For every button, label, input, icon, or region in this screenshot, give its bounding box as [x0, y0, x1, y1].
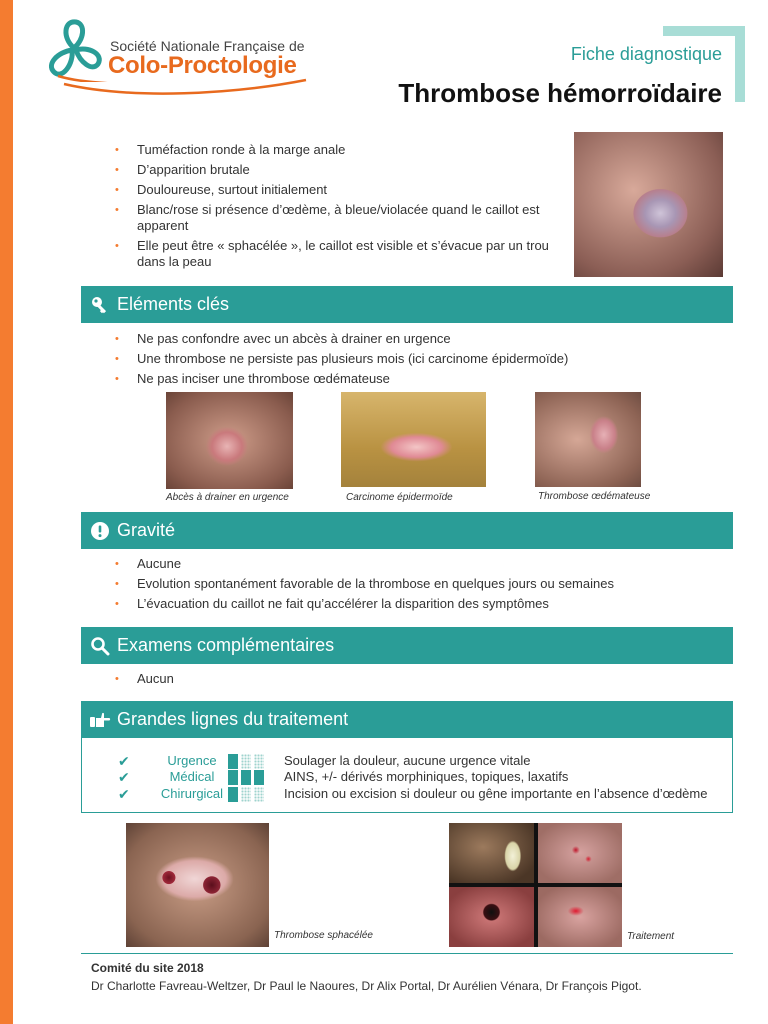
photo-caption: Traitement [627, 931, 675, 942]
list-item: • Une thrombose ne persiste pas plusieurs mois (ici carcinome épidermoïde) [115, 351, 569, 366]
list-item: • Blanc/rose si présence d’œdème, à bleue/violacée quand le caillot est apparent [115, 202, 540, 233]
list-item: • Aucune [115, 556, 182, 571]
list-item: • Aucun [115, 671, 174, 686]
list-item: • Douloureuse, surtout initialement [115, 182, 328, 197]
clinical-photo-thrombose-oedemateuse [535, 392, 641, 487]
level-indicator [228, 787, 266, 802]
photo-caption: Thrombose œdémateuse [538, 491, 651, 502]
clinical-photo-thrombose [574, 132, 723, 277]
clinical-photo-carcinome [341, 392, 486, 487]
gravite-bullet-list [113, 556, 713, 616]
treatment-description: Soulager la douleur, aucune urgence vitale [284, 753, 531, 768]
level-block [241, 754, 251, 769]
photo-caption: Abcès à drainer en urgence [166, 492, 289, 503]
photo-caption: Thrombose sphacélée [274, 930, 373, 941]
treatment-category: Médical [169, 769, 215, 784]
footer-title: Comité du site 2018 [91, 961, 204, 975]
level-block [241, 787, 251, 802]
treatment-table [81, 738, 733, 813]
treatment-description: AINS, +/- dérivés morphiniques, topiques, laxatifs [284, 769, 569, 784]
footer-authors: Dr Charlotte Favreau-Weltzer, Dr Paul le Naoures, Dr Alix Portal, Dr Aurélien Vénara, Dr François Pigot. [91, 979, 642, 993]
section-title: Grandes lignes du traitement [117, 709, 349, 729]
level-indicator [228, 754, 266, 769]
list-item: • Elle peut être « sphacélée », le caillot est visible et s’évacue par un trou dans la peau [115, 238, 549, 269]
checkmark-icon: ✔ [118, 753, 130, 769]
checkmark-icon: ✔ [118, 786, 130, 802]
level-block [228, 787, 238, 802]
list-item: • Ne pas confondre avec un abcès à drainer en urgence [115, 331, 451, 346]
level-block [254, 787, 264, 802]
checkmark-icon: ✔ [118, 769, 130, 785]
hand-pointing-icon [89, 709, 111, 731]
level-block [228, 770, 238, 785]
treatment-category: Urgence [167, 753, 217, 768]
treatment-row [82, 769, 732, 786]
level-block [254, 754, 264, 769]
photo-caption: Carcinome épidermoïde [346, 492, 453, 503]
page-title: Thrombose hémorroïdaire [398, 78, 722, 108]
section-header-examens [81, 627, 733, 664]
logo-org-specialty: Colo-Proctologie [108, 52, 297, 79]
list-item: • D’apparition brutale [115, 162, 250, 177]
key-icon [89, 294, 111, 316]
section-title: Eléments clés [117, 294, 230, 314]
logo [44, 18, 314, 100]
treatment-description: Incision ou excision si douleur ou gêne importante en l’absence d’œdème [284, 786, 708, 801]
level-block [228, 754, 238, 769]
footer-divider [81, 953, 733, 954]
clinical-photo-thrombose-sphacelee [126, 823, 269, 947]
treatment-row [82, 786, 732, 803]
list-item: • L’évacuation du caillot ne fait qu’accélérer la disparition des symptômes [115, 596, 549, 611]
list-item: • Tuméfaction ronde à la marge anale [115, 142, 346, 157]
clinical-photo-abces [166, 392, 293, 489]
list-item: • Evolution spontanément favorable de la thrombose en quelques jours ou semaines [115, 576, 614, 591]
document-type: Fiche diagnostique [570, 44, 722, 64]
treatment-category: Chirurgical [160, 786, 224, 801]
level-indicator [228, 770, 266, 785]
left-accent-bar [0, 0, 13, 1024]
treatment-photo-grid [449, 823, 622, 947]
level-block [241, 770, 251, 785]
search-icon [89, 635, 111, 657]
elements-cles-bullet-list [113, 331, 713, 391]
section-header-gravite [81, 512, 733, 549]
examens-bullet-list [113, 671, 713, 691]
section-header-traitement [81, 701, 733, 738]
section-header-elements-cles [81, 286, 733, 323]
section-title: Gravité [117, 520, 176, 540]
level-block [254, 770, 264, 785]
exclamation-circle-icon [89, 520, 111, 542]
section-title: Examens complémentaires [117, 635, 335, 655]
treatment-row [82, 753, 732, 770]
intro-bullet-list [113, 142, 553, 274]
list-item: • Ne pas inciser une thrombose œdémateuse [115, 371, 390, 386]
logo-org-name: Société Nationale Française de [110, 38, 305, 54]
